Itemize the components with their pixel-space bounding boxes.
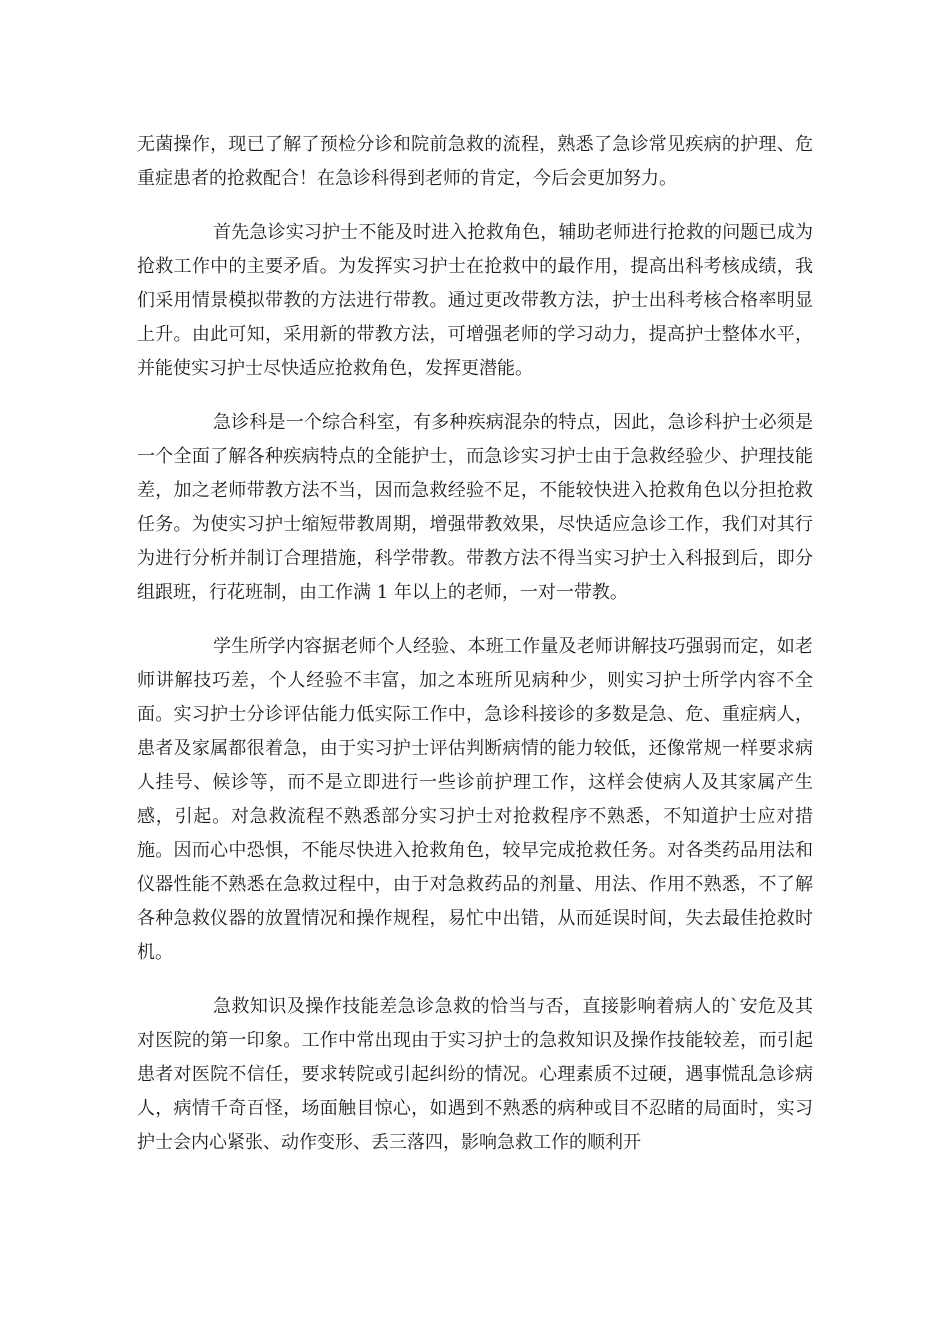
- paragraph-4: 学生所学内容据老师个人经验、本班工作量及老师讲解技巧强弱而定，如老师讲解技巧差，个人经验不丰富，加之本班所见病种少，则实习护士所学内容不全面。实习护士分诊评估能力低实际工作中，急诊科接诊的多数是急、危、重症病人，患者及家属都很着急，由于实习护士评估判断病情的能力较低，还像常规一样要求病人挂号、候诊等，而不是立即进行一些诊前护理工作，这样会使病人及其家属产生感，引起。对急救流程不熟悉部分实习护士对抢救程序不熟悉，不知道护士应对措施。因而心中恐惧，不能尽快进入抢救角色，较早完成抢救任务。对各类药品用法和仪器性能不熟悉在急救过程中，由于对急救药品的剂量、用法、作用不熟悉，不了解各种急救仪器的放置情况和操作规程，易忙中出错，从而延误时间，失去最佳抢救时机。: [137, 636, 813, 963]
- paragraph-2: 首先急诊实习护士不能及时进入抢救角色，辅助老师进行抢救的问题已成为抢救工作中的主要矛盾。为发挥实习护士在抢救中的最作用，提高出科考核成绩，我们采用情景模拟带教的方法进行带教。通过更改带教方法，护士出科考核合格率明显上升。由此可知，采用新的带教方法，可增强老师的学习动力，提高护士整体水平，并能使实习护士尽快适应抢救角色，发挥更潜能。: [137, 222, 813, 379]
- document-body: [137, 128, 813, 1180]
- paragraph-1: 无菌操作，现已了解了预检分诊和院前急救的流程，熟悉了急诊常见疾病的护理、危重症患者的抢救配合！在急诊科得到老师的肯定，今后会更加努力。: [137, 134, 813, 189]
- paragraph-5: 急救知识及操作技能差急诊急救的恰当与否，直接影响着病人的`安危及其对医院的第一印象。工作中常出现由于实习护士的急救知识及操作技能较差，而引起患者对医院不信任，要求转院或引起纠纷的情况。心理素质不过硬，遇事慌乱急诊病人，病情千奇百怪，场面触目惊心，如遇到不熟悉的病种或目不忍睹的局面时，实习护士会内心紧张、动作变形、丢三落四，影响急救工作的顺利开: [137, 996, 813, 1153]
- paragraph-3: 急诊科是一个综合科室，有多种疾病混杂的特点，因此，急诊科护士必须是一个全面了解各种疾病特点的全能护士，而急诊实习护士由于急救经验少、护理技能差，加之老师带教方法不当，因而急救经验不足，不能较快进入抢救角色以分担抢救任务。为使实习护士缩短带教周期，增强带教效果，尽快适应急诊工作，我们对其行为进行分析并制订合理措施，科学带教。带教方法不得当实习护士入科报到后，即分组跟班，行花班制，由工作满 1 年以上的老师，一对一带教。: [137, 412, 813, 603]
